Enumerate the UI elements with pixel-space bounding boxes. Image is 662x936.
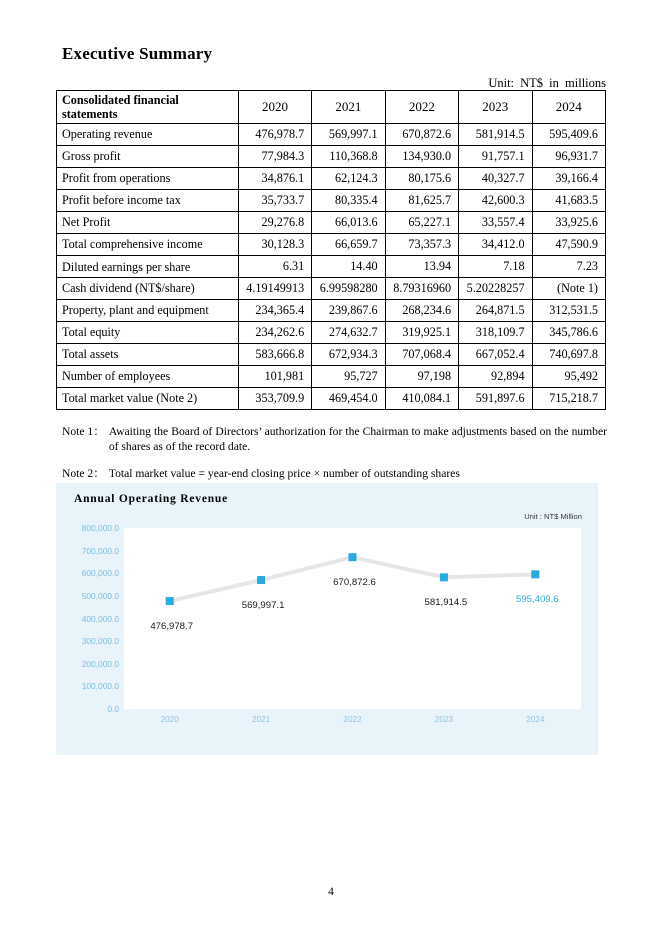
table-cell: 345,786.6 (532, 322, 605, 344)
table-cell: 234,365.4 (238, 300, 311, 322)
chart-y-tick: 200,000.0 (81, 658, 119, 669)
table-cell: 353,709.9 (238, 388, 311, 410)
chart-x-tick: 2020 (160, 715, 179, 724)
table-cell: 33,557.4 (459, 212, 532, 234)
table-row-label: Profit before income tax (57, 190, 239, 212)
table-cell: 66,013.6 (312, 212, 385, 234)
table-row-label: Cash dividend (NT$/share) (57, 278, 239, 300)
chart-y-axis (56, 523, 119, 714)
table-cell: (Note 1) (532, 278, 605, 300)
table-cell: 14.40 (312, 256, 385, 278)
table-row (57, 322, 606, 344)
table-cell: 6.99598280 (312, 278, 385, 300)
table-cell: 65,227.1 (385, 212, 458, 234)
table-cell: 239,867.6 (312, 300, 385, 322)
table-header-year-2021: 2021 (312, 91, 385, 124)
chart-point-label: 569,997.1 (241, 600, 285, 612)
table-cell: 97,198 (385, 366, 458, 388)
chart-unit-label: Unit : NT$ Million (524, 512, 582, 521)
table-cell: 8.79316960 (385, 278, 458, 300)
table-cell: 110,368.8 (312, 146, 385, 168)
table-cell: 40,327.7 (459, 168, 532, 190)
table-cell: 715,218.7 (532, 388, 605, 410)
chart-data-point (166, 597, 174, 605)
table-row-label: Total assets (57, 344, 239, 366)
page-number: 4 (328, 886, 334, 898)
table-body (57, 124, 606, 410)
table-cell: 77,984.3 (238, 146, 311, 168)
chart-y-tick: 400,000.0 (81, 613, 119, 624)
table-cell: 35,733.7 (238, 190, 311, 212)
table-cell: 670,872.6 (385, 124, 458, 146)
table-cell: 740,697.8 (532, 344, 605, 366)
table-cell: 319,925.1 (385, 322, 458, 344)
chart-data-point (257, 576, 265, 584)
annual-operating-revenue-chart (56, 483, 598, 755)
notes-section (62, 424, 607, 492)
chart-line-series (124, 528, 581, 709)
table-cell: 591,897.6 (459, 388, 532, 410)
note-item (62, 466, 607, 481)
table-cell: 581,914.5 (459, 124, 532, 146)
table-unit-note: Unit: NT$ in millions (488, 76, 606, 90)
table-cell: 595,409.6 (532, 124, 605, 146)
table-cell: 583,666.8 (238, 344, 311, 366)
table-cell: 30,128.3 (238, 234, 311, 256)
table-header-row (57, 91, 606, 124)
table-row (57, 168, 606, 190)
table-row-label: Total market value (Note 2) (57, 388, 239, 410)
table-row (57, 234, 606, 256)
table-cell: 318,109.7 (459, 322, 532, 344)
table-cell: 4.19149913 (238, 278, 311, 300)
table-cell: 13.94 (385, 256, 458, 278)
table-row (57, 190, 606, 212)
chart-point-label: 595,409.6 (515, 594, 559, 606)
table-cell: 6.31 (238, 256, 311, 278)
chart-x-tick: 2023 (434, 715, 453, 724)
table-cell: 34,876.1 (238, 168, 311, 190)
table-row (57, 256, 606, 278)
chart-y-tick: 700,000.0 (81, 545, 119, 556)
table-cell: 707,068.4 (385, 344, 458, 366)
table-cell: 81,625.7 (385, 190, 458, 212)
chart-y-tick: 300,000.0 (81, 636, 119, 647)
table-cell: 134,930.0 (385, 146, 458, 168)
table-cell: 62,124.3 (312, 168, 385, 190)
table-cell: 7.23 (532, 256, 605, 278)
table-cell: 73,357.3 (385, 234, 458, 256)
table-row (57, 278, 606, 300)
chart-x-tick: 2022 (343, 715, 362, 724)
note-body: Total market value = year-end closing price × number of outstanding shares (108, 466, 460, 480)
page-title: Executive Summary (62, 44, 213, 63)
chart-title: Annual Operating Revenue (74, 493, 229, 505)
note-tag: Note 1： (62, 425, 105, 438)
table-cell: 672,934.3 (312, 344, 385, 366)
table-cell: 476,978.7 (238, 124, 311, 146)
table-row-label: Diluted earnings per share (57, 256, 239, 278)
table-row (57, 146, 606, 168)
table-row (57, 124, 606, 146)
table-cell: 42,600.3 (459, 190, 532, 212)
table-cell: 101,981 (238, 366, 311, 388)
chart-data-point (531, 570, 539, 578)
chart-point-label: 670,872.6 (333, 577, 376, 589)
table-row-label: Total equity (57, 322, 239, 344)
table-cell: 95,727 (312, 366, 385, 388)
table-header-year-2020: 2020 (238, 91, 311, 124)
table-cell: 469,454.0 (312, 388, 385, 410)
table-cell: 5.20228257 (459, 278, 532, 300)
note-body: Awaiting the Board of Directors’ authorization for the Chairman to make adjustments based on the number of shares as of the record date. (108, 425, 607, 454)
table-row-label: Profit from operations (57, 168, 239, 190)
table-row (57, 366, 606, 388)
chart-point-label: 581,914.5 (424, 597, 468, 609)
table-cell: 264,871.5 (459, 300, 532, 322)
table-row (57, 344, 606, 366)
note-item (62, 424, 607, 455)
chart-data-point (349, 553, 357, 561)
chart-y-tick: 500,000.0 (81, 590, 119, 601)
chart-y-tick: 100,000.0 (81, 681, 119, 692)
chart-y-tick: 0.0 (107, 704, 119, 714)
table-cell: 410,084.1 (385, 388, 458, 410)
chart-plot-area (124, 528, 581, 709)
chart-x-tick: 2021 (251, 715, 271, 724)
table-row (57, 388, 606, 410)
table-cell: 569,997.1 (312, 124, 385, 146)
table-cell: 95,492 (532, 366, 605, 388)
table-row-label: Operating revenue (57, 124, 239, 146)
table-cell: 92,894 (459, 366, 532, 388)
chart-point-label: 476,978.7 (150, 621, 194, 633)
table-cell: 234,262.6 (238, 322, 311, 344)
table-cell: 47,590.9 (532, 234, 605, 256)
chart-x-tick: 2024 (526, 715, 545, 724)
table-cell: 66,659.7 (312, 234, 385, 256)
table-row-label: Net Profit (57, 212, 239, 234)
table-cell: 80,175.6 (385, 168, 458, 190)
chart-x-axis (124, 715, 581, 733)
table-cell: 274,632.7 (312, 322, 385, 344)
table-header-year-2022: 2022 (385, 91, 458, 124)
table-cell: 41,683.5 (532, 190, 605, 212)
table-header-label: Consolidated financial statements (57, 91, 239, 124)
chart-data-point (440, 573, 448, 581)
table-cell: 312,531.5 (532, 300, 605, 322)
table-cell: 91,757.1 (459, 146, 532, 168)
table-row-label: Number of employees (57, 366, 239, 388)
table-cell: 34,412.0 (459, 234, 532, 256)
table-row (57, 212, 606, 234)
table-row (57, 300, 606, 322)
table-cell: 667,052.4 (459, 344, 532, 366)
table-header-year-2024: 2024 (532, 91, 605, 124)
chart-y-tick: 800,000.0 (81, 523, 119, 533)
note-tag: Note 2： (62, 466, 105, 480)
table-cell: 96,931.7 (532, 146, 605, 168)
table-cell: 33,925.6 (532, 212, 605, 234)
table-cell: 29,276.8 (238, 212, 311, 234)
table-header-year-2023: 2023 (459, 91, 532, 124)
chart-y-tick: 600,000.0 (81, 568, 119, 579)
table-cell: 80,335.4 (312, 190, 385, 212)
table-row-label: Property, plant and equipment (57, 300, 239, 322)
table-row-label: Gross profit (57, 146, 239, 168)
financial-summary-table (56, 90, 606, 410)
table-cell: 268,234.6 (385, 300, 458, 322)
table-row-label: Total comprehensive income (57, 234, 239, 256)
table-cell: 7.18 (459, 256, 532, 278)
table-cell: 39,166.4 (532, 168, 605, 190)
